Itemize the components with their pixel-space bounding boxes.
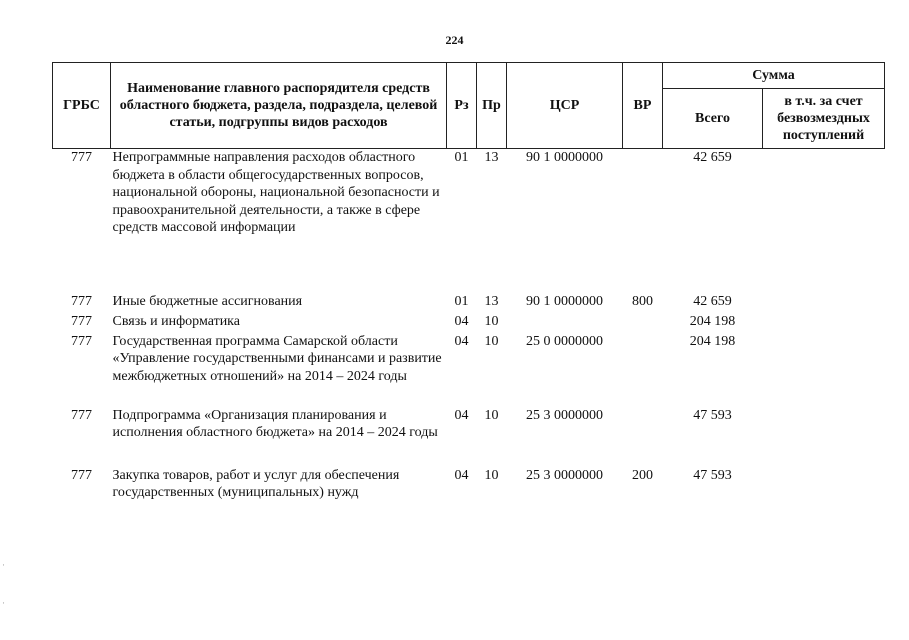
cell-total: 204 198	[689, 333, 736, 349]
cell-name: Подпрограмма «Организация планирования и исполнения областного бюджета» на 2014 – 2024 годы	[112, 407, 438, 440]
cell-free	[763, 293, 885, 313]
table-row	[53, 149, 885, 293]
table-row	[53, 467, 885, 507]
header-grbs: ГРБС	[53, 63, 111, 149]
cell-vr: 200	[632, 467, 653, 483]
cell-total: 47 593	[693, 407, 732, 423]
header-vr: ВР	[623, 63, 663, 149]
cell-grbs: 777	[71, 467, 92, 483]
header-pr: Пр	[477, 63, 507, 149]
cell-vr	[623, 407, 663, 467]
cell-free	[763, 333, 885, 407]
cell-rz: 04	[454, 313, 469, 329]
table-body	[53, 149, 885, 507]
cell-pr: 13	[484, 150, 499, 165]
cell-rz: 04	[454, 333, 469, 349]
table-row	[53, 407, 885, 467]
table-row	[53, 293, 885, 313]
cell-name: Связь и информатика	[112, 313, 240, 329]
cell-vr	[623, 333, 663, 407]
cell-free	[763, 313, 885, 333]
cell-free	[763, 149, 885, 293]
cell-name: Непрограммные направления расходов областного бюджета в области общегосударственных вопросов, национальной обороны, национальной безопасности и правоохранительной деятельности, а также в сфере средств массовой информации	[112, 150, 440, 235]
cell-grbs: 777	[71, 293, 92, 309]
cell-rz: 01	[454, 150, 469, 165]
cell-free	[763, 467, 885, 507]
cell-grbs: 777	[71, 150, 92, 165]
cell-total: 204 198	[689, 313, 736, 329]
cell-grbs: 777	[71, 313, 92, 329]
cell-free	[763, 407, 885, 467]
header-free: в т.ч. за счет безвозмездных поступлений	[763, 89, 885, 149]
cell-csr	[507, 313, 623, 333]
cell-rz: 04	[454, 407, 469, 423]
cell-rz: 04	[454, 467, 469, 483]
header-total: Всего	[663, 89, 763, 149]
cell-pr: 13	[484, 293, 499, 309]
cell-grbs: 777	[71, 333, 92, 349]
cell-total: 42 659	[693, 150, 732, 165]
cell-csr: 25 3 0000000	[526, 467, 603, 483]
scan-mark: ·	[2, 598, 5, 608]
cell-rz: 01	[454, 293, 469, 309]
cell-csr: 25 0 0000000	[526, 333, 603, 349]
scan-mark: ·	[2, 560, 5, 570]
table-header	[53, 63, 885, 149]
cell-total: 42 659	[693, 293, 732, 309]
header-sum: Сумма	[663, 63, 885, 89]
cell-vr: 800	[632, 293, 653, 309]
cell-vr	[623, 313, 663, 333]
budget-table	[52, 62, 885, 507]
cell-pr: 10	[484, 407, 499, 423]
cell-name: Государственная программа Самарской области «Управление государственными финансами и развитие межбюджетных отношений» на 2014 – 2024 годы	[112, 333, 442, 384]
cell-pr: 10	[484, 313, 499, 329]
cell-pr: 10	[484, 467, 499, 483]
header-rz: Рз	[447, 63, 477, 149]
header-csr: ЦСР	[507, 63, 623, 149]
header-name: Наименование главного распорядителя средств областного бюджета, раздела, подраздела, целевой статьи, подгруппы видов расходов	[111, 63, 447, 149]
page-number: 224	[445, 33, 464, 47]
cell-csr: 25 3 0000000	[526, 407, 603, 423]
table-row	[53, 313, 885, 333]
cell-pr: 10	[484, 333, 499, 349]
cell-total: 47 593	[693, 467, 732, 483]
table-row	[53, 333, 885, 407]
cell-csr: 90 1 0000000	[526, 293, 603, 309]
cell-name: Закупка товаров, работ и услуг для обеспечения государственных (муниципальных) нужд	[112, 467, 400, 500]
cell-name: Иные бюджетные ассигнования	[112, 293, 303, 309]
cell-vr	[623, 149, 663, 293]
cell-csr: 90 1 0000000	[526, 150, 603, 165]
cell-grbs: 777	[71, 407, 92, 423]
